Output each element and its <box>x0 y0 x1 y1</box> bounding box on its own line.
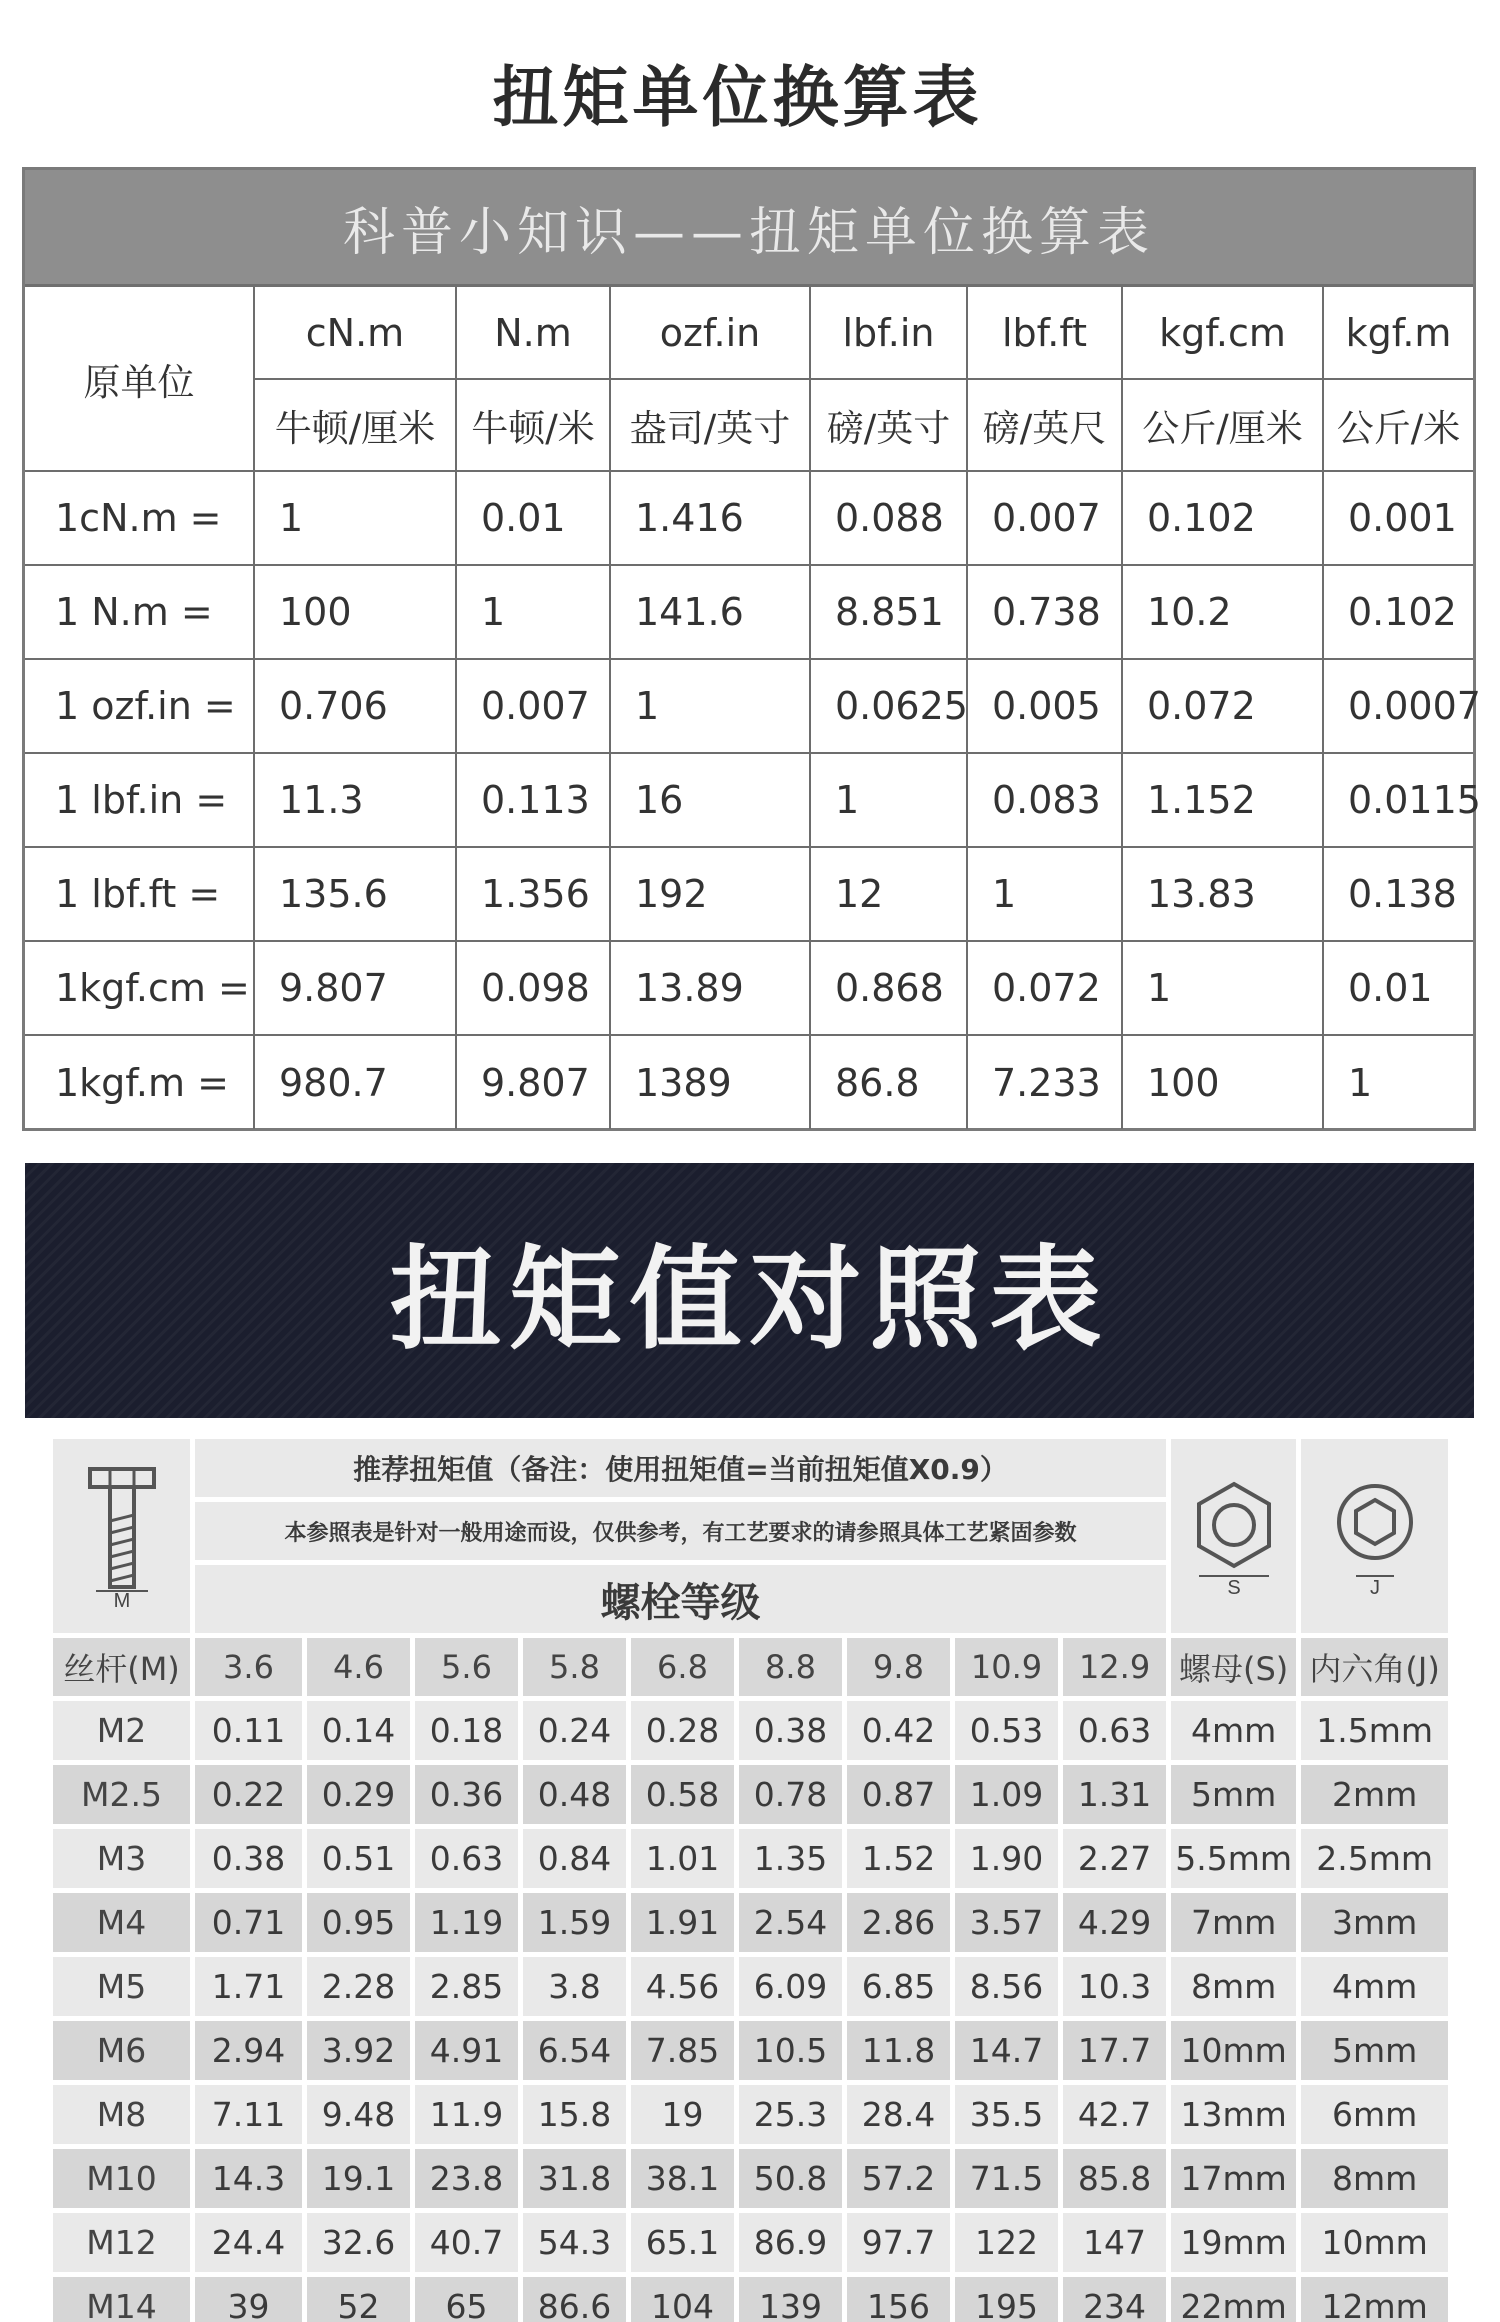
conversion-value: 0.072 <box>967 941 1122 1035</box>
conversion-value: 0.0007 <box>1323 659 1473 753</box>
torque-value: 0.71 <box>195 1893 302 1952</box>
torque-value: 1.59 <box>523 1893 626 1952</box>
conversion-row <box>25 1035 1473 1129</box>
hex-nut-icon <box>1189 1476 1279 1596</box>
torque-value: 0.22 <box>195 1765 302 1824</box>
conversion-value: 192 <box>610 847 810 941</box>
torque-value: 10mm <box>1171 2021 1296 2080</box>
conversion-value: 0.083 <box>967 753 1122 847</box>
torque-value: 3.57 <box>955 1893 1058 1952</box>
torque-value: 38.1 <box>631 2149 734 2208</box>
torque-value: 32.6 <box>307 2213 410 2272</box>
column-header: 12.9 <box>1063 1638 1166 1696</box>
torque-value: 1.35 <box>739 1829 842 1888</box>
torque-value: 4.91 <box>415 2021 518 2080</box>
torque-value: 3.8 <box>523 1957 626 2016</box>
svg-text:J: J <box>1369 1577 1380 1596</box>
torque-value: 6mm <box>1301 2085 1448 2144</box>
unit-code-3: lbf.in <box>810 287 967 379</box>
torque-value: 11.8 <box>847 2021 950 2080</box>
torque-value: 8.56 <box>955 1957 1058 2016</box>
torque-value: 5mm <box>1301 2021 1448 2080</box>
torque-value: 1.91 <box>631 1893 734 1952</box>
conversion-table-header: 科普小知识——扭矩单位换算表 <box>25 170 1473 287</box>
torque-row <box>53 2277 1448 2322</box>
conversion-value: 0.072 <box>1122 659 1323 753</box>
torque-value: 0.53 <box>955 1701 1058 1760</box>
torque-row <box>53 1957 1448 2016</box>
torque-row <box>53 2213 1448 2272</box>
svg-text:S: S <box>1226 1577 1241 1596</box>
conversion-value: 0.138 <box>1323 847 1473 941</box>
unit-name-0: 牛顿/厘米 <box>254 379 456 471</box>
torque-value: 1.71 <box>195 1957 302 2016</box>
torque-value: 10mm <box>1301 2213 1448 2272</box>
torque-value: 50.8 <box>739 2149 842 2208</box>
torque-value: 14.3 <box>195 2149 302 2208</box>
torque-value: 19 <box>631 2085 734 2144</box>
torque-value: 2.5mm <box>1301 1829 1448 1888</box>
torque-value: 0.63 <box>415 1829 518 1888</box>
torque-value: 139 <box>739 2277 842 2322</box>
torque-value: 0.78 <box>739 1765 842 1824</box>
conversion-value: 0.001 <box>1323 471 1473 565</box>
torque-reference-table <box>48 1434 1448 2322</box>
torque-value: 2mm <box>1301 1765 1448 1824</box>
torque-column-header <box>53 1638 1448 1696</box>
torque-value: 86.6 <box>523 2277 626 2322</box>
torque-value: 5mm <box>1171 1765 1296 1824</box>
torque-value: 4mm <box>1301 1957 1448 2016</box>
conversion-value: 1 <box>254 471 456 565</box>
conversion-value: 12 <box>810 847 967 941</box>
conversion-value: 0.113 <box>456 753 610 847</box>
torque-value: 24.4 <box>195 2213 302 2272</box>
torque-value: 97.7 <box>847 2213 950 2272</box>
torque-value: 39 <box>195 2277 302 2322</box>
torque-value: 0.11 <box>195 1701 302 1760</box>
bolt-diagram <box>53 1439 190 1633</box>
conversion-value: 7.233 <box>967 1035 1122 1129</box>
unit-conversion-table <box>22 167 1481 1131</box>
torque-value: 7.11 <box>195 2085 302 2144</box>
conversion-value: 1 <box>1122 941 1323 1035</box>
conversion-value: 1 <box>1323 1035 1473 1129</box>
torque-value: 3.92 <box>307 2021 410 2080</box>
conversion-value: 0.868 <box>810 941 967 1035</box>
torque-value: 85.8 <box>1063 2149 1166 2208</box>
conversion-value: 0.102 <box>1323 565 1473 659</box>
torque-value: 2.86 <box>847 1893 950 1952</box>
torque-value: 57.2 <box>847 2149 950 2208</box>
conversion-value: 0.007 <box>967 471 1122 565</box>
torque-value: 1.19 <box>415 1893 518 1952</box>
torque-value: 1.5mm <box>1301 1701 1448 1760</box>
torque-value: 13mm <box>1171 2085 1296 2144</box>
torque-value: 0.14 <box>307 1701 410 1760</box>
torque-value: 234 <box>1063 2277 1166 2322</box>
bolt-size: M10 <box>53 2149 190 2208</box>
torque-row <box>53 2149 1448 2208</box>
torque-value: 31.8 <box>523 2149 626 2208</box>
torque-value: 2.28 <box>307 1957 410 2016</box>
conversion-value: 13.89 <box>610 941 810 1035</box>
conversion-row <box>25 941 1473 1035</box>
torque-note: 推荐扭矩值（备注：使用扭矩值=当前扭矩值X0.9） <box>195 1439 1166 1497</box>
conversion-value: 1 <box>967 847 1122 941</box>
torque-row <box>53 1765 1448 1824</box>
torque-value: 4mm <box>1171 1701 1296 1760</box>
conversion-value: 11.3 <box>254 753 456 847</box>
bolt-size: M8 <box>53 2085 190 2144</box>
unit-name-6: 公斤/米 <box>1323 379 1473 471</box>
hex-socket-diagram <box>1301 1439 1448 1633</box>
torque-value: 14.7 <box>955 2021 1058 2080</box>
torque-value: 2.54 <box>739 1893 842 1952</box>
torque-value: 52 <box>307 2277 410 2322</box>
svg-text:M: M <box>113 1590 130 1611</box>
conversion-value: 0.0625 <box>810 659 967 753</box>
row-label: 1kgf.m = <box>25 1035 254 1129</box>
conversion-row <box>25 847 1473 941</box>
conversion-value: 0.005 <box>967 659 1122 753</box>
torque-value: 10.5 <box>739 2021 842 2080</box>
unit-name-1: 牛顿/米 <box>456 379 610 471</box>
conversion-value: 0.0115 <box>1323 753 1473 847</box>
torque-value: 9.48 <box>307 2085 410 2144</box>
page-title: 扭矩单位换算表 <box>492 59 983 136</box>
torque-value: 6.54 <box>523 2021 626 2080</box>
bolt-grade-label: 螺栓等级 <box>195 1565 1166 1633</box>
torque-value: 4.29 <box>1063 1893 1166 1952</box>
bolt-size: M2 <box>53 1701 190 1760</box>
banner-title: 扭矩值对照表 <box>389 1235 1110 1365</box>
conversion-value: 0.098 <box>456 941 610 1035</box>
column-header: 3.6 <box>195 1638 302 1696</box>
torque-value: 0.18 <box>415 1701 518 1760</box>
column-header: 5.6 <box>415 1638 518 1696</box>
row-label: 1cN.m = <box>25 471 254 565</box>
conversion-value: 0.01 <box>456 471 610 565</box>
origin-unit-label: 原单位 <box>25 287 254 471</box>
torque-value: 2.85 <box>415 1957 518 2016</box>
conversion-value: 8.851 <box>810 565 967 659</box>
torque-value: 65 <box>415 2277 518 2322</box>
torque-value: 147 <box>1063 2213 1166 2272</box>
torque-value: 5.5mm <box>1171 1829 1296 1888</box>
torque-value: 2.94 <box>195 2021 302 2080</box>
torque-value: 0.63 <box>1063 1701 1166 1760</box>
torque-value: 122 <box>955 2213 1058 2272</box>
column-header: 4.6 <box>307 1638 410 1696</box>
conversion-value: 1 <box>810 753 967 847</box>
hex-socket-icon <box>1330 1476 1420 1596</box>
torque-value: 35.5 <box>955 2085 1058 2144</box>
conversion-value: 0.706 <box>254 659 456 753</box>
torque-value: 0.36 <box>415 1765 518 1824</box>
torque-grid <box>48 1434 1448 2322</box>
torque-value: 104 <box>631 2277 734 2322</box>
torque-value: 0.38 <box>739 1701 842 1760</box>
torque-value: 8mm <box>1171 1957 1296 2016</box>
torque-value: 11.9 <box>415 2085 518 2144</box>
conversion-row <box>25 753 1473 847</box>
torque-value: 71.5 <box>955 2149 1058 2208</box>
torque-value: 0.51 <box>307 1829 410 1888</box>
torque-value: 0.87 <box>847 1765 950 1824</box>
torque-value: 10.3 <box>1063 1957 1166 2016</box>
torque-value: 0.29 <box>307 1765 410 1824</box>
torque-value: 17mm <box>1171 2149 1296 2208</box>
bolt-size: M12 <box>53 2213 190 2272</box>
torque-value: 1.01 <box>631 1829 734 1888</box>
unit-code-4: lbf.ft <box>967 287 1122 379</box>
unit-code-5: kgf.cm <box>1122 287 1323 379</box>
unit-code-1: N.m <box>456 287 610 379</box>
conversion-value: 0.088 <box>810 471 967 565</box>
bolt-size: M5 <box>53 1957 190 2016</box>
conversion-value: 86.8 <box>810 1035 967 1129</box>
torque-value: 1.90 <box>955 1829 1058 1888</box>
bolt-size: M3 <box>53 1829 190 1888</box>
torque-value: 22mm <box>1171 2277 1296 2322</box>
row-label: 1 lbf.ft = <box>25 847 254 941</box>
torque-value: 40.7 <box>415 2213 518 2272</box>
torque-value: 86.9 <box>739 2213 842 2272</box>
conversion-row <box>25 471 1473 565</box>
conversion-value: 9.807 <box>254 941 456 1035</box>
conversion-value: 1389 <box>610 1035 810 1129</box>
torque-value: 25.3 <box>739 2085 842 2144</box>
conversion-value: 1.152 <box>1122 753 1323 847</box>
torque-value: 54.3 <box>523 2213 626 2272</box>
torque-value: 3mm <box>1301 1893 1448 1952</box>
torque-value: 6.85 <box>847 1957 950 2016</box>
column-header: 6.8 <box>631 1638 734 1696</box>
torque-row <box>53 1829 1448 1888</box>
conversion-value: 10.2 <box>1122 565 1323 659</box>
conversion-value: 100 <box>1122 1035 1323 1129</box>
torque-value: 12mm <box>1301 2277 1448 2322</box>
column-header: 内六角(J) <box>1301 1638 1448 1696</box>
conversion-value: 0.007 <box>456 659 610 753</box>
torque-value: 0.28 <box>631 1701 734 1760</box>
torque-value: 6.09 <box>739 1957 842 2016</box>
torque-value: 1.09 <box>955 1765 1058 1824</box>
torque-value: 17.7 <box>1063 2021 1166 2080</box>
bolt-icon <box>82 1461 162 1611</box>
unit-code-6: kgf.m <box>1323 287 1473 379</box>
torque-value: 19.1 <box>307 2149 410 2208</box>
torque-value: 0.48 <box>523 1765 626 1824</box>
row-label: 1kgf.cm = <box>25 941 254 1035</box>
torque-value: 19mm <box>1171 2213 1296 2272</box>
conversion-row <box>25 659 1473 753</box>
torque-value: 0.84 <box>523 1829 626 1888</box>
torque-value: 195 <box>955 2277 1058 2322</box>
torque-value: 7.85 <box>631 2021 734 2080</box>
column-header: 丝杆(M) <box>53 1638 190 1696</box>
conversion-value: 13.83 <box>1122 847 1323 941</box>
column-header: 8.8 <box>739 1638 842 1696</box>
conversion-value: 100 <box>254 565 456 659</box>
unit-name-4: 磅/英尺 <box>967 379 1122 471</box>
conversion-value: 980.7 <box>254 1035 456 1129</box>
torque-value: 0.95 <box>307 1893 410 1952</box>
bolt-size: M2.5 <box>53 1765 190 1824</box>
torque-value: 0.58 <box>631 1765 734 1824</box>
torque-row <box>53 2021 1448 2080</box>
torque-banner <box>25 1163 1474 1418</box>
torque-subnote: 本参照表是针对一般用途而设，仅供参考，有工艺要求的请参照具体工艺紧固参数 <box>195 1502 1166 1560</box>
column-header: 10.9 <box>955 1638 1058 1696</box>
conversion-value: 135.6 <box>254 847 456 941</box>
torque-value: 0.24 <box>523 1701 626 1760</box>
torque-row <box>53 2085 1448 2144</box>
torque-row <box>53 1893 1448 1952</box>
torque-value: 42.7 <box>1063 2085 1166 2144</box>
torque-row <box>53 1701 1448 1760</box>
torque-value: 1.31 <box>1063 1765 1166 1824</box>
nut-diagram <box>1171 1439 1296 1633</box>
conversion-row <box>25 565 1473 659</box>
conversion-value: 0.738 <box>967 565 1122 659</box>
torque-value: 2.27 <box>1063 1829 1166 1888</box>
conversion-grid <box>25 287 1481 1129</box>
torque-value: 0.38 <box>195 1829 302 1888</box>
column-header: 螺母(S) <box>1171 1638 1296 1696</box>
conversion-value: 0.01 <box>1323 941 1473 1035</box>
torque-value: 4.56 <box>631 1957 734 2016</box>
conversion-value: 9.807 <box>456 1035 610 1129</box>
column-header: 5.8 <box>523 1638 626 1696</box>
conversion-value: 1.416 <box>610 471 810 565</box>
unit-name-5: 公斤/厘米 <box>1122 379 1323 471</box>
torque-value: 65.1 <box>631 2213 734 2272</box>
unit-code-2: ozf.in <box>610 287 810 379</box>
conversion-value: 0.102 <box>1122 471 1323 565</box>
torque-value: 23.8 <box>415 2149 518 2208</box>
conversion-value: 16 <box>610 753 810 847</box>
conversion-value: 1.356 <box>456 847 610 941</box>
torque-value: 15.8 <box>523 2085 626 2144</box>
bolt-size: M4 <box>53 1893 190 1952</box>
bolt-size: M6 <box>53 2021 190 2080</box>
conversion-value: 141.6 <box>610 565 810 659</box>
torque-value: 28.4 <box>847 2085 950 2144</box>
conversion-value: 1 <box>610 659 810 753</box>
torque-value: 8mm <box>1301 2149 1448 2208</box>
unit-name-3: 磅/英寸 <box>810 379 967 471</box>
column-header: 9.8 <box>847 1638 950 1696</box>
row-label: 1 lbf.in = <box>25 753 254 847</box>
row-label: 1 N.m = <box>25 565 254 659</box>
unit-code-0: cN.m <box>254 287 456 379</box>
torque-value: 0.42 <box>847 1701 950 1760</box>
conversion-value: 1 <box>456 565 610 659</box>
torque-value: 1.52 <box>847 1829 950 1888</box>
bolt-size: M14 <box>53 2277 190 2322</box>
row-label: 1 ozf.in = <box>25 659 254 753</box>
torque-value: 7mm <box>1171 1893 1296 1952</box>
unit-name-2: 盎司/英寸 <box>610 379 810 471</box>
torque-value: 156 <box>847 2277 950 2322</box>
